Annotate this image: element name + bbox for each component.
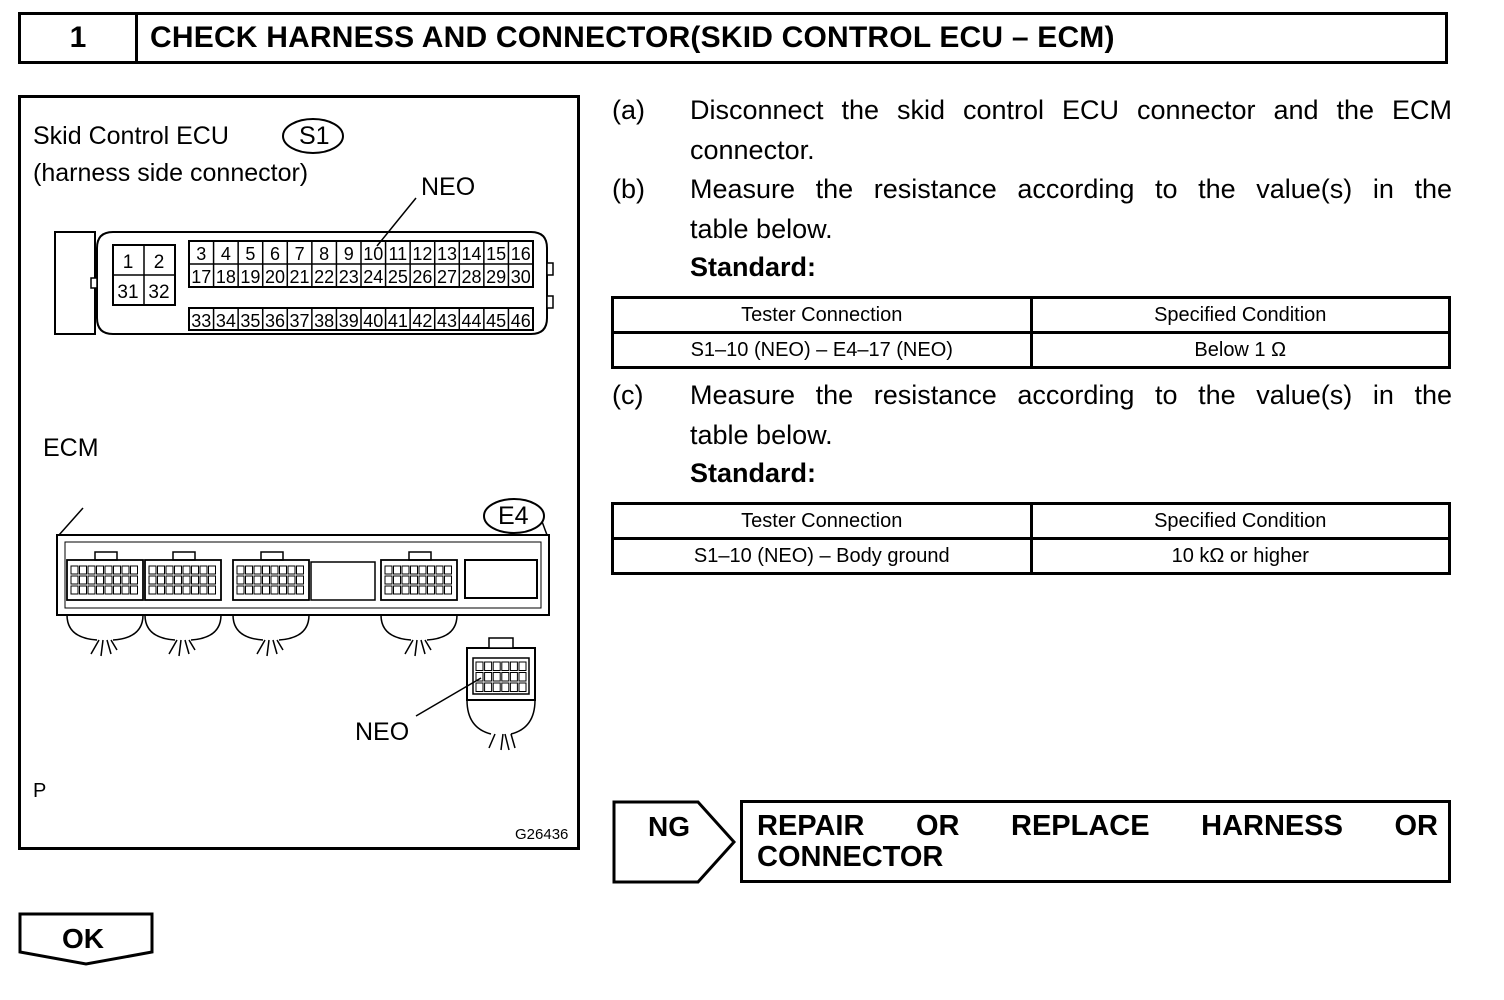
pin-number: 1 (122, 252, 134, 273)
pin-number: 40 (363, 311, 384, 331)
pin-number: 46 (510, 311, 531, 331)
ng-word: REPAIR (757, 810, 865, 842)
pin-number: 2 (153, 252, 165, 273)
pin-number: 7 (294, 244, 305, 264)
step-b-label: (b) (612, 174, 645, 204)
pin-number: 3 (196, 244, 207, 264)
ng-word: REPLACE (1011, 810, 1150, 842)
pin-number: 5 (245, 244, 256, 264)
section-header (18, 12, 1448, 64)
step-b-line2: table below. (690, 214, 833, 244)
pin-number: 4 (220, 244, 231, 264)
table-cell: S1–10 (NEO) – E4–17 (NEO) (613, 333, 1032, 368)
pin-number: 29 (486, 267, 507, 287)
table-header-cell: Specified Condition (1031, 298, 1450, 333)
pin-number: 34 (215, 311, 236, 331)
s1-connector-code: S1 (299, 122, 330, 150)
pin-number: 10 (363, 244, 384, 264)
step-a (612, 90, 1452, 170)
pin-number: 27 (436, 267, 458, 287)
pin-number: 21 (289, 267, 310, 287)
ng-word: OR (1394, 810, 1438, 842)
step-b (612, 169, 1452, 249)
table-header-cell: Tester Connection (613, 504, 1032, 539)
pin-number: 41 (387, 311, 408, 331)
pin-number: 42 (412, 311, 433, 331)
connector-diagram-drawing (21, 98, 583, 853)
ng-arrow (612, 800, 738, 884)
pin-number: 8 (319, 244, 330, 264)
pin-number: 26 (412, 267, 433, 287)
spec-table-1 (611, 296, 1451, 369)
pin-number: 25 (387, 267, 408, 287)
table-cell: Below 1 Ω (1031, 333, 1450, 368)
ng-label: NG (648, 811, 690, 842)
pin-number: 13 (436, 244, 458, 264)
neo-label-bottom: NEO (355, 718, 410, 746)
step-c-line2: table below. (690, 420, 833, 450)
pin-number: 17 (191, 267, 212, 287)
pin-number: 18 (215, 267, 236, 287)
pin-number: 28 (461, 267, 482, 287)
table-row (613, 539, 1450, 574)
ng-line2: CONNECTOR (757, 841, 944, 873)
harness-side-label: (harness side connector) (33, 159, 309, 187)
pin-number: 32 (148, 282, 170, 303)
pin-number: 31 (117, 282, 139, 303)
table-header-row (613, 298, 1450, 333)
p-mark: P (33, 780, 47, 802)
connector-diagram (18, 95, 580, 850)
standard-heading-c: Standard: (690, 458, 817, 488)
table-header-cell: Tester Connection (613, 298, 1032, 333)
pin-number: 19 (240, 267, 261, 287)
pin-number: 9 (343, 244, 354, 264)
ecm-label: ECM (43, 434, 99, 462)
pin-number: 38 (314, 311, 335, 331)
ng-word: HARNESS (1201, 810, 1343, 842)
step-c (612, 375, 1452, 455)
pin-number: 37 (289, 311, 310, 331)
pin-number: 33 (191, 311, 212, 331)
table-header-cell: Specified Condition (1031, 504, 1450, 539)
step-a-line2: connector. (690, 135, 815, 165)
step-c-line1: Measure the resistance according to the value(s) in the (690, 380, 1452, 410)
pin-number: 6 (269, 244, 281, 264)
pin-number: 35 (240, 311, 261, 331)
pin-number: 45 (486, 311, 507, 331)
step-a-line1: Disconnect the skid control ECU connector and the ECM (690, 95, 1452, 125)
ecm-unit (57, 499, 549, 615)
standard-heading-b: Standard: (690, 252, 817, 282)
pin-number: 20 (264, 267, 286, 287)
spec-table-2 (611, 502, 1451, 575)
pin-number: 23 (338, 267, 359, 287)
neo-label-top: NEO (421, 173, 476, 201)
pin-number: 43 (436, 311, 458, 331)
pin-number: 16 (510, 244, 531, 264)
ng-action-box (740, 800, 1451, 883)
step-title: CHECK HARNESS AND CONNECTOR(SKID CONTROL ECU – ECM) (150, 21, 1115, 54)
pin-number: 14 (461, 244, 482, 264)
step-a-label: (a) (612, 95, 645, 125)
ok-arrow (18, 912, 158, 968)
e4-connector-code: E4 (498, 502, 529, 530)
table-header-row (613, 504, 1450, 539)
step-b-line1: Measure the resistance according to the value(s) in the (690, 174, 1452, 204)
step-c-label: (c) (612, 380, 644, 410)
pin-number: 44 (461, 311, 482, 331)
table-row (613, 333, 1450, 368)
pin-number: 11 (388, 244, 408, 264)
ok-label: OK (62, 923, 104, 954)
figure-id: G26436 (515, 826, 569, 843)
skid-ecu-connector (55, 232, 553, 334)
step-number: 1 (21, 15, 138, 61)
pin-number: 36 (264, 311, 286, 331)
ng-word: OR (915, 810, 960, 842)
table-cell: 10 kΩ or higher (1031, 539, 1450, 574)
pin-number: 15 (486, 244, 507, 264)
e4-connector-detail (467, 638, 535, 750)
pin-number: 39 (338, 311, 359, 331)
pin-number: 22 (314, 267, 335, 287)
pin-number: 12 (412, 244, 433, 264)
pin-number: 30 (510, 267, 531, 287)
skid-ecu-label: Skid Control ECU (33, 122, 229, 150)
pin-number: 24 (363, 267, 384, 287)
table-cell: S1–10 (NEO) – Body ground (613, 539, 1032, 574)
